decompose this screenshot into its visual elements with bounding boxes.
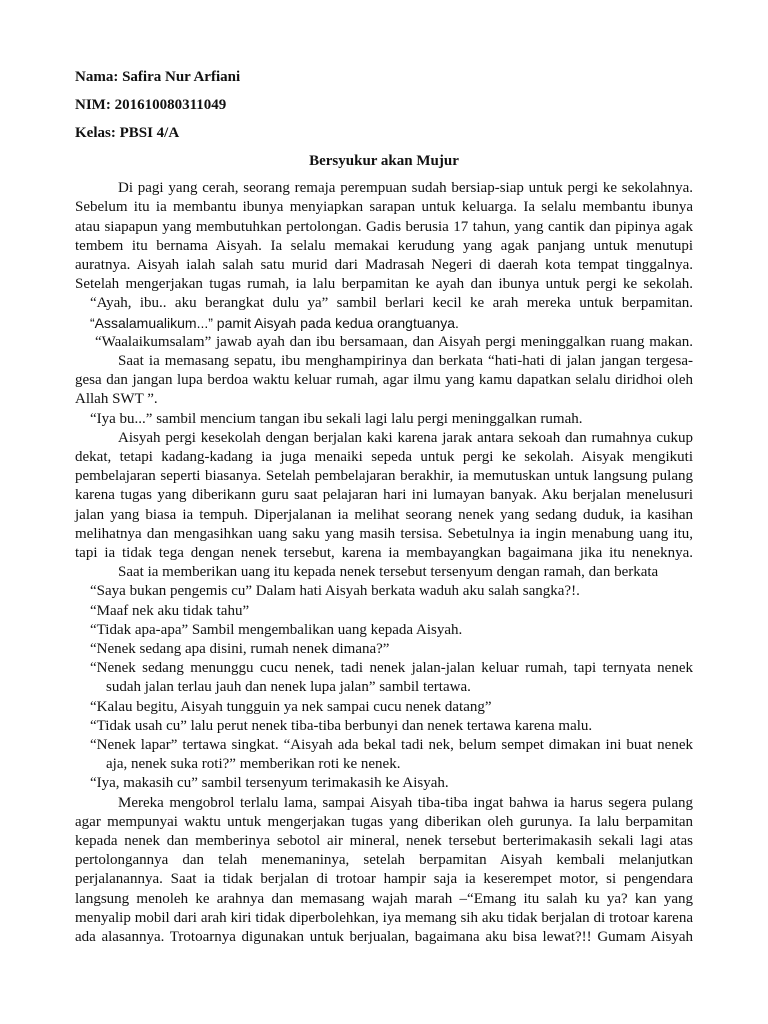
text-line: “Nenek sedang menunggu cucu nenek, tadi nenek jalan-jalan keluar rumah, tapi ternyata nenek bbox=[90, 660, 693, 677]
text-line: “Assalamualikum...” pamit Aisyah pada kedua orangtuanya. bbox=[90, 314, 459, 331]
text-line: tembem itu bernama Aisyah. Ia selalu memakai kerudung yang agak panjang untuk menutupi bbox=[75, 237, 693, 254]
text-line: tapi ia tidak tega dengan nenek tersebut, karena ia membayangkan bagaimana jika itu neneknya. bbox=[75, 545, 693, 561]
text-line: dekat, tetapi kadang-kadang ia juga menaiki sepeda untuk pergi ke sekolah. Aisyak mengikuti bbox=[75, 449, 693, 465]
text-line: “Maaf nek aku tidak tahu” bbox=[90, 602, 250, 619]
text-line: melihatnya dan mengasihkan uang saku yang masih tersisa. Sebetulnya ia ingin menabung uang itu, bbox=[75, 525, 693, 542]
text-line: “Iya bu...” sambil mencium tangan ibu sekali lagi lalu pergi meninggalkan rumah. bbox=[90, 410, 583, 427]
text-line: Saat ia memasang sepatu, ibu menghampirinya dan berkata “hati-hati di jalan jangan tergesa- bbox=[118, 353, 693, 369]
text-line: aja, nenek suka roti?” memberikan roti ke nenek. bbox=[106, 756, 401, 773]
text-line: agar mempunyai waktu untuk mengerjakan tugas yang diberikan oleh gurunya. Ia lalu berpamitan bbox=[75, 813, 693, 830]
text-line: pembelajaran seperti biasanya. Setelah pembelajaran berakhir, ia memutuskan untuk langsung pulang bbox=[75, 468, 693, 485]
student-name: Nama: Safira Nur Arfiani bbox=[75, 69, 241, 85]
text-line: “Nenek lapar” tertawa singkat. “Aisyah ada bekal tadi nek, belum sempet dimakan ini buat nenek bbox=[90, 737, 693, 753]
text-line: langsung menoleh ke arahnya dan memasang wajah marah –“Emang itu salah ku ya? kan yang bbox=[75, 890, 693, 907]
text-line: “Ayah, ibu.. aku berangkat dulu ya” sambil berlari kecil ke arah mereka untuk berpamitan. bbox=[90, 295, 693, 312]
text-line: Mereka mengobrol terlalu lama, sampai Aisyah tiba-tiba ingat bahwa ia harus segera pulang bbox=[118, 794, 693, 811]
text-line: Sebelum itu ia membantu ibunya menyiapkan sarapan untuk keluarga. Ia selalu membantu ibunya bbox=[75, 199, 693, 216]
student-class: Kelas: PBSI 4/A bbox=[75, 125, 180, 141]
text-line: “Iya, makasih cu” sambil tersenyum terimakasih ke Aisyah. bbox=[90, 775, 449, 792]
text-line: Di pagi yang cerah, seorang remaja perempuan sudah bersiap-siap untuk pergi ke sekolahnya. bbox=[118, 180, 693, 196]
text-line: auratnya. Aisyah ialah salah satu murid dari Madrasah Negeri di daerah kota tempat tinggalnya. bbox=[75, 257, 693, 273]
text-line: jalan yang biasa ia tempuh. Diperjalanan ia melihat seorang nenek yang sedang duduk, ia kasihan bbox=[75, 506, 693, 523]
text-line: “Waalaikumsalam” jawab ayah dan ibu bersamaan, dan Aisyah pergi meninggalkan ruang makan. bbox=[95, 333, 693, 350]
text-line: karena tugas yang diberikann guru saat pelajaran hari ini lumayan banyak. Aku berjalan menelusuri bbox=[75, 487, 693, 504]
text-line: perjalanannya. Saat ia tidak berjalan di trotoar hampir saja ia keserempet motor, si pengendara bbox=[75, 871, 693, 888]
text-line: Aisyah pergi kesekolah dengan berjalan kaki karena jarak antara sekoah dan rumahnya cukup bbox=[118, 429, 693, 446]
text-line: “Tidak usah cu” lalu perut nenek tiba-tiba berbunyi dan nenek tertawa karena malu. bbox=[90, 717, 593, 734]
text-line: “Nenek sedang apa disini, rumah nenek dimana?” bbox=[90, 641, 390, 657]
text-line: atau siapapun yang membutuhkan pertolongan. Gadis berusia 17 tahun, yang cantik dan pipinya agak bbox=[75, 218, 693, 235]
text-line: “Saya bukan pengemis cu” Dalam hati Aisyah berkata waduh aku salah sangka?!. bbox=[90, 583, 580, 600]
text-line: menyalip mobil dari arah kiri tidak diperbolehkan, iya memang sih aku tidak berjalan di trotoar karena bbox=[75, 909, 693, 926]
text-line: Allah SWT ”. bbox=[75, 391, 158, 408]
text-line: Setelah mengerjakan tugas rumah, ia lalu berpamitan ke ayah dan ibunya untuk pergi ke sekolah. bbox=[75, 276, 693, 293]
text-line: gesa dan jangan lupa berdoa waktu keluar rumah, agar ilmu yang kamu dapatkan selalu diridhoi oleh bbox=[75, 372, 693, 389]
text-line: “Tidak apa-apa” Sambil mengembalikan uang kepada Aisyah. bbox=[90, 621, 463, 638]
text-line: ada alasannya. Trotoarnya digunakan untuk berjualan, bagaimana aku bisa lewat?!! Gumam Aisyah bbox=[75, 929, 693, 945]
text-line: Saat ia memberikan uang itu kepada nenek tersebut tersenyum dengan ramah, dan berkata bbox=[118, 564, 659, 581]
student-nim: NIM: 201610080311049 bbox=[75, 97, 227, 113]
text-line: sudah jalan terlau jauh dan nenek lupa jalan” sambil tertawa. bbox=[106, 679, 471, 696]
text-line: pertolongannya dan telah menemaninya, setelah berpamitan Aisyah kembali melanjutkan bbox=[75, 852, 693, 869]
story-title: Bersyukur akan Mujur bbox=[309, 153, 459, 169]
text-line: kepada nenek dan memberinya sebotol air mineral, nenek tersebut berterimakasih sekali lagi atas bbox=[75, 833, 693, 849]
text-line: “Kalau begitu, Aisyah tungguin ya nek sampai cucu nenek datang” bbox=[90, 698, 492, 715]
